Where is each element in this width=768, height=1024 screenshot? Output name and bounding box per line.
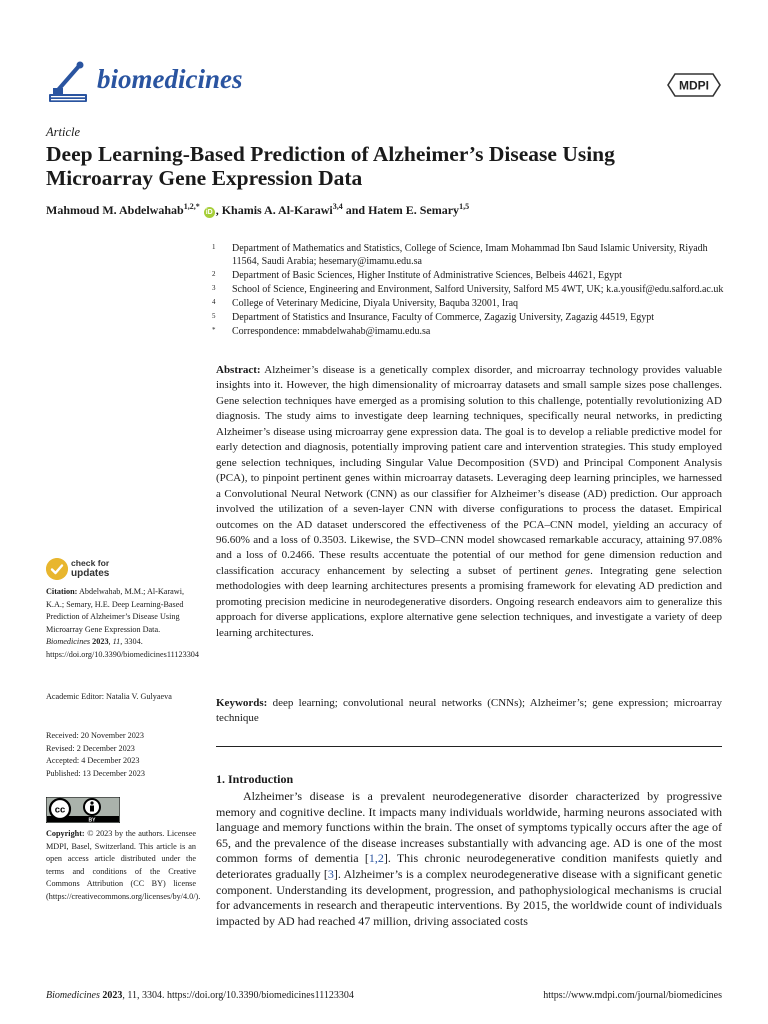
section-divider — [216, 746, 722, 747]
author-name[interactable]: Khamis A. Al-Karawi — [221, 203, 333, 217]
affiliation-item — [212, 284, 724, 297]
citation-doi[interactable]: , 3304. https://doi.org/10.3390/biomedicines11123304 — [46, 637, 199, 659]
affiliation-number: * — [212, 325, 216, 334]
author-name[interactable]: Mahmoud M. Abdelwahab — [46, 203, 184, 217]
footer-citation — [46, 990, 354, 1001]
affiliation-item — [212, 270, 724, 283]
check-updates-line1: check for — [71, 558, 110, 568]
keywords-label: Keywords: — [216, 697, 268, 709]
affiliation-number: 3 — [212, 283, 216, 292]
intro-text: Alzheimer’s disease is a prevalent neurodegenerative disorder characterized by progressive memory and cognitive decline. It impacts many individuals worldwide, harming neurons associated with language and memory functions within the brain. The onset of symptoms typically occurs after the age of 65, and the prevalence of the disease increases substantially with advancing age. AD is one of the most common forms of dementia [ — [216, 789, 722, 866]
received-date: Received: 20 November 2023 — [46, 731, 144, 740]
citation-year: 2023 — [90, 637, 109, 646]
correspondence-item — [212, 326, 724, 339]
cc-label: cc — [54, 804, 66, 816]
abstract — [216, 363, 722, 641]
article-type: Article — [46, 125, 81, 139]
author-separator: and — [342, 203, 369, 217]
affiliation-number: 2 — [212, 269, 216, 278]
abstract-text: Alzheimer’s disease is a genetically complex disorder, and microarray technology provides valuable insights into it. However, the high dimensionality of microarray datasets and small sample sizes pose challenges. Gene selection techniques have emerged as a promising solution to this challenge, potentially revolutionizing AD diagnosis. The study aims to investigate deep learning techniques, specifically neural networks, in predicting Alzheimer’s disease using microarray gene expression data. The goal is to develop a reliable predictive model for early detection and diagnosis, potentially improving patient care and intervention strategies. This study employed gene selection techniques, including Singular Value Decomposition (SVD) and Principal Component Analysis (PCA), to pinpoint pertinent genes within microarray datasets. Leveraging deep learning principles, we harnessed a Convolutional Neural Network (CNN) as our classifier for Alzheimer’s disease (AD) prediction. Our approach involved the utilization of a seven-layer CNN with diverse configurations to process the dataset. Empirical outcomes on the AD dataset underscored the effectiveness of the PCA–CNN model, yielding an accuracy of 96.60% and a loss of 0.3503. Likewise, the SVD–CNN model showcased remarkable accuracy, attaining 97.08% and a loss of 0.2466. These results accentuate the potential of our method for gene dimension reduction and classification accuracy enhancement by selecting a subset of pertinent — [216, 364, 722, 577]
footer-doi[interactable]: , 11, 3304. https://doi.org/10.3390/biomedicines11123304 — [122, 990, 354, 1001]
check-updates-line2: updates — [71, 567, 110, 579]
affiliation-text: School of Science, Engineering and Environment, Salford University, Salford M5 4WT, UK; k.a.yousif@edu.salford.ac.uk — [232, 283, 724, 295]
abstract-italic-text: genes — [565, 564, 591, 577]
intro-text: ]. This chronic neurodegenerative condition manifests quietly and deteriorates gradually [ — [216, 851, 723, 881]
copyright-notice — [46, 828, 201, 903]
orcid-icon[interactable]: iD — [205, 209, 213, 216]
revised-date: Revised: 2 December 2023 — [46, 743, 135, 753]
author-affiliation-marks: 1,5 — [459, 202, 470, 211]
citation-volume: , 11 — [108, 637, 121, 646]
citation-link[interactable]: 1,2 — [368, 851, 384, 866]
abstract-text-end: . Integrating gene selection methodologies with deep learning architectures presents a promising framework for elevating AD prediction and promoting precision medicine in neurodegenerative disorders. Ongoing research endeavors aim to generalize this approach for diverse applications, explore alternative gene selection techniques, and investigate a variety of deep learning architectures. — [216, 564, 722, 639]
affiliation-text: Department of Basic Sciences, Higher Institute of Administrative Sciences, Belbeis 44621, Egypt — [232, 269, 622, 281]
keywords — [216, 696, 722, 727]
accepted-date: Accepted: 4 December 2023 — [46, 756, 140, 765]
introduction-text — [216, 789, 722, 929]
cc-by-label: BY — [88, 817, 96, 823]
check-updates-icon — [46, 558, 68, 580]
journal-logo-icon — [45, 60, 91, 106]
author-affiliation-marks: 3,4 — [332, 202, 343, 211]
author-list — [46, 203, 469, 218]
check-for-updates-button[interactable] — [46, 558, 146, 582]
citation-text: Abdelwahab, M.M.; Al-Karawi, K.A.; Semary, H.E. Deep Learning-Based Prediction of Alzheimer’s Disease Using Microarray Gene Expression Data. — [46, 587, 185, 634]
affiliation-item — [212, 243, 724, 268]
publication-dates — [46, 730, 196, 780]
citation-link[interactable]: 3 — [327, 866, 334, 881]
keywords-text: deep learning; convolutional neural networks (CNNs); Alzheimer’s; gene expression; microarray technique — [216, 697, 722, 725]
academic-editor: Academic Editor: Natalia V. Gulyaeva — [46, 692, 172, 701]
copyright-text: © 2023 by the authors. Licensee MDPI, Basel, Switzerland. This article is an open access article distributed under the terms and conditions of the Creative Commons Attribution (CC BY) license (https://creativecommons.org/licenses/by/4.0/). — [46, 829, 201, 901]
affiliation-number: 4 — [212, 297, 216, 306]
section-heading: 1. Introduction — [216, 772, 294, 786]
author-affiliation-marks: 1,2,* — [183, 202, 200, 211]
affiliation-number: 1 — [212, 243, 216, 251]
footer-year: 2023 — [99, 990, 123, 1001]
citation-journal: Biomedicines — [46, 637, 91, 646]
abstract-label: Abstract: — [216, 364, 261, 376]
intro-text: ]. Alzheimer’s is a complex neurodegenerative disease with a significant genetic component. Understanding its development, progression, and pathophysiological mechanisms is crucial for advancements in research and therapeutic interventions. By 2015, the worldwide count of individuals impacted by AD had reached 47 million, driving associated costs — [216, 866, 723, 928]
mdpi-logo-text: MDPI — [679, 78, 709, 93]
footer-journal-url[interactable]: https://www.mdpi.com/journal/biomedicines — [543, 990, 722, 1001]
check-updates-text — [71, 559, 109, 578]
published-date: Published: 13 December 2023 — [46, 768, 145, 778]
affiliation-item — [212, 298, 724, 311]
affiliation-item — [212, 312, 724, 325]
affiliation-text: College of Veterinary Medicine, Diyala University, Baquba 32001, Iraq — [232, 297, 519, 309]
affiliation-text: Department of Mathematics and Statistics, College of Science, Imam Mohammad Ibn Saud Islamic University, Riyadh 11564, Saudi Arabia; hesemary@imamu.edu.sa — [232, 243, 708, 267]
author-name[interactable]: Hatem E. Semary — [368, 203, 460, 217]
affiliation-text: Department of Statistics and Insurance, Faculty of Commerce, Zagazig University, Zagazig 44519, Egypt — [232, 311, 655, 323]
author-separator: , — [215, 203, 222, 217]
article-title: Deep Learning-Based Prediction of Alzheimer’s Disease Using Microarray Gene Expression Data — [46, 142, 615, 190]
cc-by-license-icon[interactable] — [46, 797, 120, 823]
citation-block — [46, 586, 199, 661]
mdpi-logo — [666, 72, 722, 98]
citation-label: Citation: — [46, 587, 78, 596]
correspondence-text[interactable]: Correspondence: mmabdelwahab@imamu.edu.sa — [232, 325, 431, 337]
affiliation-list — [212, 243, 724, 340]
journal-name: biomedicines — [97, 64, 243, 94]
affiliation-number: 5 — [212, 311, 216, 320]
footer-journal: Biomedicines — [46, 990, 100, 1001]
copyright-label: Copyright: — [46, 829, 85, 838]
